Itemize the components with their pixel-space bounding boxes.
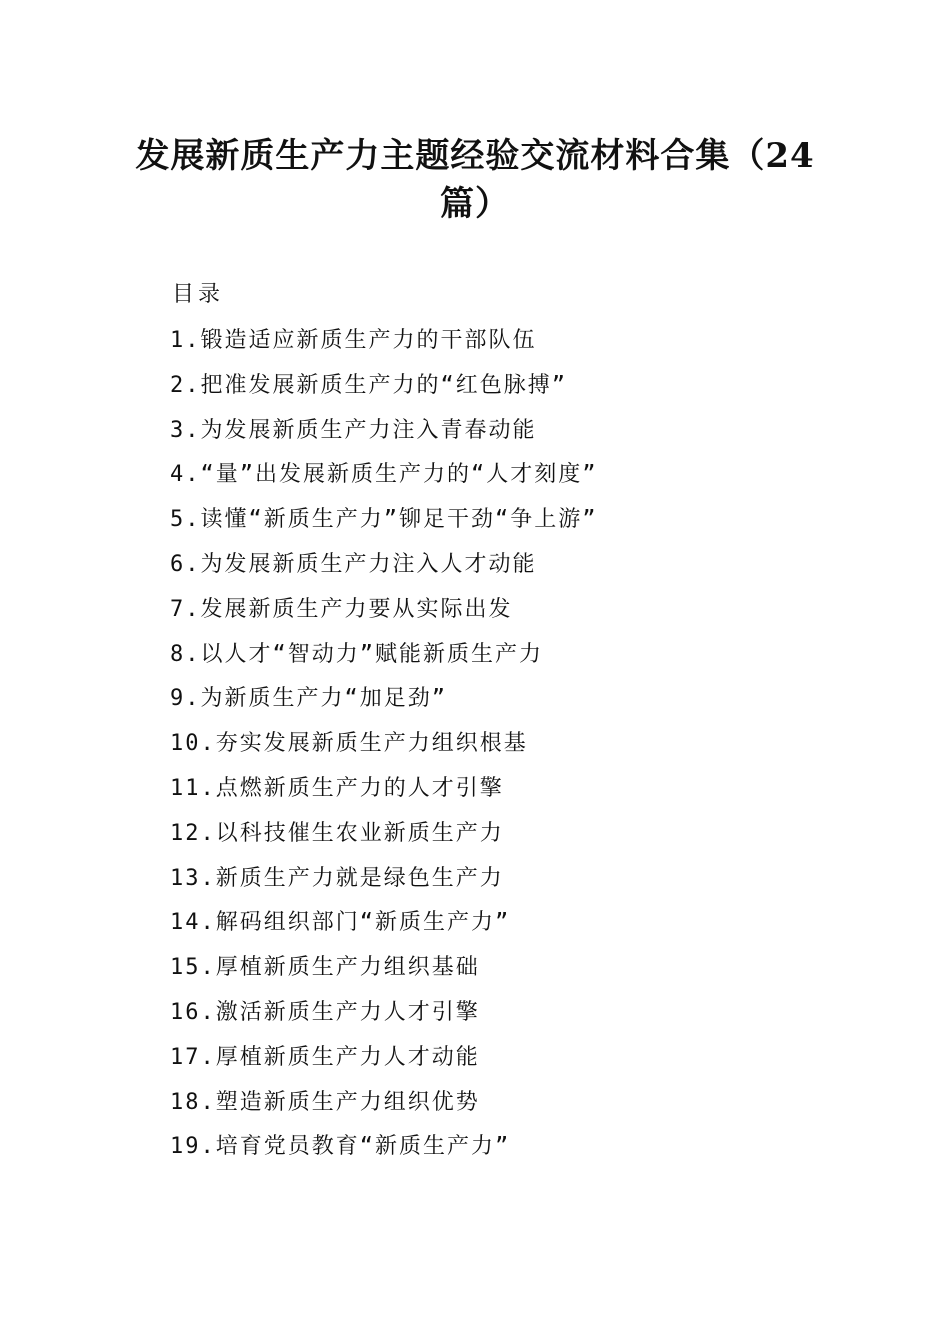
toc-item: 18.塑造新质生产力组织优势 bbox=[170, 1089, 480, 1115]
toc-item: 1.锻造适应新质生产力的干部队伍 bbox=[170, 328, 537, 353]
document-title: 发展新质生产力主题经验交流材料合集（24篇） bbox=[135, 136, 815, 224]
toc-item: 4.“量”出发展新质生产力的“人才刻度” bbox=[170, 462, 598, 488]
toc-item: 3.为发展新质生产力注入青春动能 bbox=[170, 417, 537, 443]
toc-item: 16.激活新质生产力人才引擎 bbox=[170, 999, 480, 1025]
toc-item: 17.厚植新质生产力人才动能 bbox=[170, 1044, 480, 1070]
toc-item: 11.点燃新质生产力的人才引擎 bbox=[170, 775, 504, 801]
toc-list bbox=[170, 324, 597, 1175]
toc-item: 8.以人才“智动力”赋能新质生产力 bbox=[170, 641, 543, 667]
toc-item: 2.把准发展新质生产力的“红色脉搏” bbox=[170, 372, 567, 398]
toc-item: 7.发展新质生产力要从实际出发 bbox=[170, 596, 513, 622]
toc-item: 5.读懂“新质生产力”铆足干劲“争上游” bbox=[170, 507, 598, 533]
toc-item: 12.以科技催生农业新质生产力 bbox=[170, 820, 504, 846]
toc-item: 14.解码组织部门“新质生产力” bbox=[170, 910, 511, 936]
toc-item: 10.夯实发展新质生产力组织根基 bbox=[170, 731, 528, 757]
toc-heading: 目录 bbox=[172, 282, 225, 307]
toc-item: 6.为发展新质生产力注入人才动能 bbox=[170, 551, 537, 577]
toc-item: 9.为新质生产力“加足劲” bbox=[170, 686, 447, 712]
toc-item: 13.新质生产力就是绿色生产力 bbox=[170, 865, 504, 891]
toc-item: 19.培育党员教育“新质生产力” bbox=[170, 1134, 511, 1160]
toc-item: 15.厚植新质生产力组织基础 bbox=[170, 955, 480, 981]
